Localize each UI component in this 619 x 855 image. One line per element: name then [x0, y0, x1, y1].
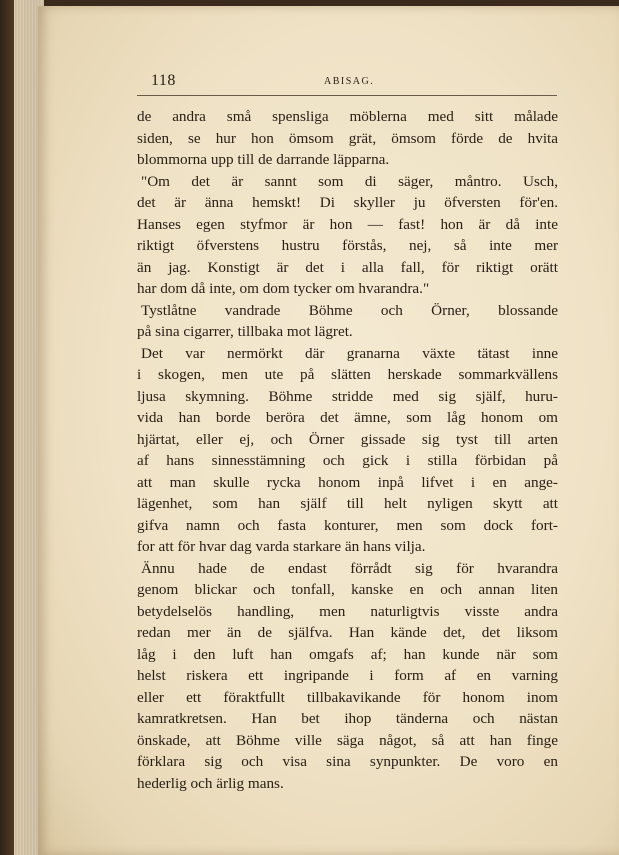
- text-line: vida han borde beröra det ämne, som låg honom om: [137, 409, 558, 426]
- text-line: önskade, att Böhme ville säga något, så att han finge: [137, 731, 558, 749]
- text-line: siden, se hur hon ömsom grät, ömsom förde de hvita: [137, 129, 558, 147]
- text-line: i skogen, men ute på slätten herskade sommarkvällens: [137, 366, 558, 383]
- text-line: riktigt öfverstens hustru förstås, nej, så inte mer: [137, 237, 558, 254]
- text-line: betydelselös handling, men naturligtvis visste andra: [137, 602, 558, 620]
- text-line: det är änna hemskt! Di skyller ju öfversten för'en.: [137, 194, 558, 211]
- text-line: blommorna upp till de darrande läpparna.: [137, 151, 390, 168]
- running-head: ABISAG.: [324, 76, 375, 87]
- text-line: helst riskera ett ingripande i form af en varning: [137, 667, 558, 684]
- text-line: redan mer än de själfva. Han kände det, det liksom: [137, 624, 558, 641]
- text-line: ljusa skymning. Böhme stridde med sig själf, huru-: [137, 387, 558, 405]
- text-line: låg i den luft han omgafs af; han kunde när som: [137, 645, 558, 663]
- header-rule: [137, 95, 557, 96]
- text-line: förklara sig och visa sina synpunkter. De voro en: [137, 753, 558, 770]
- text-line: på sina cigarrer, tillbaka mot lägret.: [137, 323, 353, 340]
- body-text: [137, 106, 558, 794]
- text-line: att man skulle rycka honom inpå lifvet i en ange-: [137, 473, 558, 491]
- text-line: hjärtat, eller ej, och Örner gissade sig tyst till arten: [137, 430, 558, 448]
- text-line: lägenhet, som han själf till helt nyligen skytt att: [137, 495, 558, 512]
- page-number: 118: [151, 72, 176, 89]
- text-line: de andra små spensliga möblerna med sitt målade: [137, 108, 558, 125]
- text-line: gifva namn och fasta konturer, men som dock fort-: [137, 516, 558, 534]
- text-line: hederlig och ärlig mans.: [137, 774, 284, 792]
- text-line: eller ett föraktfullt tillbakavikande för honom inom: [137, 688, 558, 706]
- text-line: Ännu hade de endast förrådt sig för hvarandra: [141, 559, 558, 577]
- text-line: Hanses egen styfmor är hon — fast! hon är då inte: [137, 215, 558, 233]
- text-line: har dom då inte, om dom tycker om hvarandra.": [137, 280, 430, 297]
- text-line: Det var nermörkt där granarna växte tätast inne: [141, 344, 558, 362]
- text-line: af hans sinnesstämning och gick i stilla förbidan på: [137, 452, 558, 469]
- page-header: [151, 72, 557, 94]
- text-line: "Om det är sannt som di säger, måntro. Usch,: [141, 172, 558, 190]
- text-line: genom blickar och tonfall, kanske en och annan liten: [137, 581, 558, 598]
- text-line: kamratkretsen. Han bet ihop tänderna och nästan: [137, 710, 558, 727]
- text-line: än jag. Konstigt är det i alla fall, för riktigt orätt: [137, 258, 558, 276]
- text-line: for att för hvar dag varda starkare än hans vilja.: [137, 538, 426, 555]
- text-line: Tystlåtne vandrade Böhme och Örner, blossande: [141, 301, 558, 319]
